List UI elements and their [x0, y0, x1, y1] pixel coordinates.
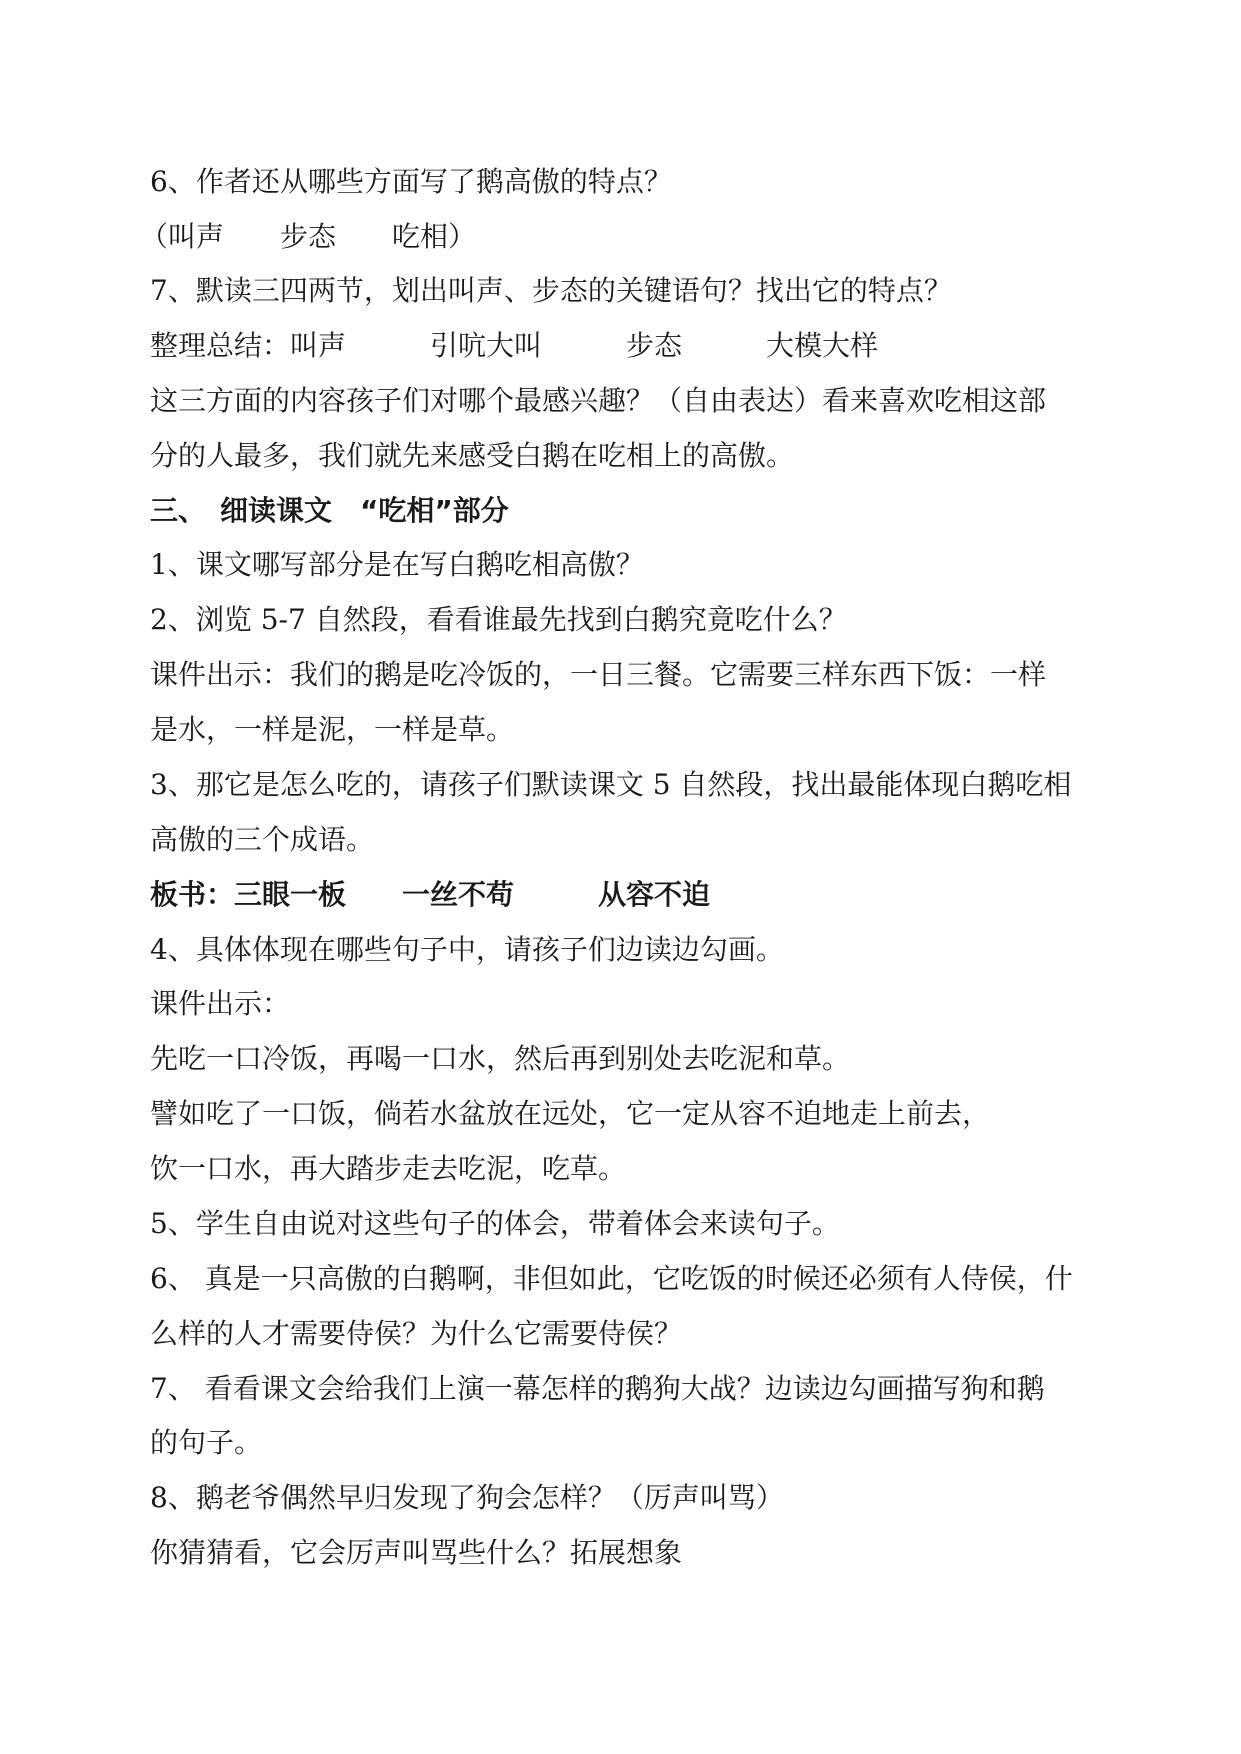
quoted-sentence: 饮一口水，再大踏步走去吃泥，吃草。 — [150, 1152, 627, 1185]
step-7-line: 7、 看看课文会给我们上演一幕怎样的鹅狗大战？边读边勾画描写狗和鹅 — [150, 1372, 1045, 1405]
step-8-line: 8、鹅老爷偶然早归发现了狗会怎样？（厉声叫骂） — [150, 1481, 784, 1514]
step-5-line: 5、学生自由说对这些句子的体会，带着体会来读句子。 — [150, 1207, 840, 1240]
courseware-line: 是水，一样是泥，一样是草。 — [150, 713, 515, 746]
step-1-line: 1、课文哪写部分是在写白鹅吃相高傲？ — [150, 548, 644, 581]
summary-line: 整理总结：叫声 引吭大叫 步态 大模大样 — [150, 329, 879, 362]
question-6-line: 6、作者还从哪些方面写了鹅高傲的特点？ — [150, 165, 672, 198]
step-3-line: 高傲的三个成语。 — [150, 823, 375, 856]
step-6-line: 6、 真是一只高傲的白鹅啊，非但如此，它吃饭的时候还必须有人侍侯，什 — [150, 1262, 1073, 1295]
step-4-line: 4、具体体现在哪些句子中，请孩子们边读边勾画。 — [150, 933, 784, 966]
blackboard-line: 板书：三眼一板 一丝不苟 从容不迫 — [150, 878, 711, 911]
paragraph-line: 这三方面的内容孩子们对哪个最感兴趣？（自由表达）看来喜欢吃相这部 — [150, 384, 1047, 417]
extension-line: 你猜猜看，它会厉声叫骂些什么？拓展想象 — [150, 1536, 683, 1569]
answer-aspects-line: （叫声 步态 吃相） — [140, 220, 477, 253]
paragraph-line: 分的人最多，我们就先来感受白鹅在吃相上的高傲。 — [150, 439, 795, 472]
section-heading: 三、 细读课文 “吃相”部分 — [150, 494, 509, 527]
step-7-line: 的句子。 — [150, 1426, 263, 1459]
quoted-sentence: 譬如吃了一口饭，倘若水盆放在远处，它一定从容不迫地走上前去， — [150, 1097, 991, 1130]
courseware-label: 课件出示： — [150, 987, 291, 1020]
step-2-line: 2、浏览 5-7 自然段，看看谁最先找到白鹅究竟吃什么？ — [150, 603, 847, 636]
step-6-line: 么样的人才需要侍侯？为什么它需要侍侯？ — [150, 1317, 683, 1350]
courseware-line: 课件出示：我们的鹅是吃冷饭的，一日三餐。它需要三样东西下饭：一样 — [150, 658, 1047, 691]
step-3-line: 3、那它是怎么吃的，请孩子们默读课文 5 自然段，找出最能体现白鹅吃相 — [150, 768, 1072, 801]
quoted-sentence: 先吃一口冷饭，再喝一口水，然后再到别处去吃泥和草。 — [150, 1042, 851, 1075]
question-7-line: 7、默读三四两节，划出叫声、步态的关键语句？找出它的特点？ — [150, 274, 952, 307]
